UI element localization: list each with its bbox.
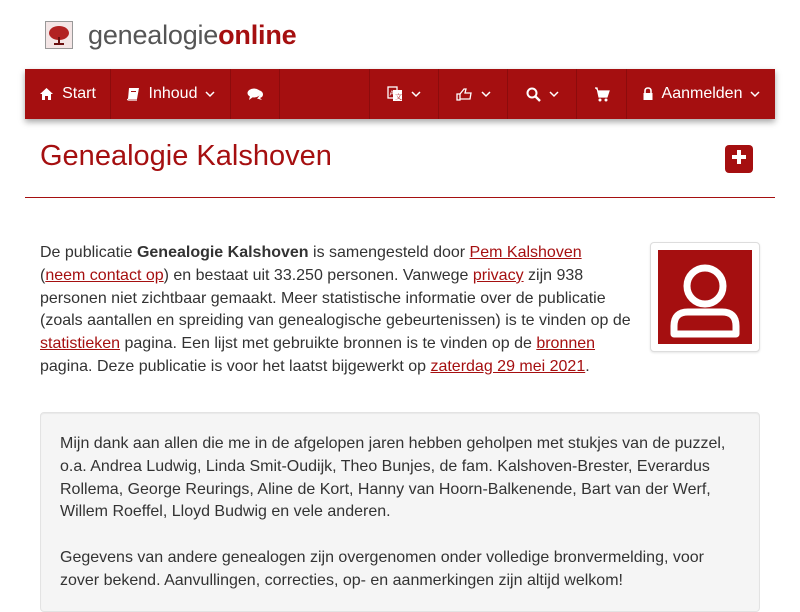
- avatar: [658, 250, 752, 344]
- comments-icon: [247, 87, 264, 101]
- intro-text: ) en bestaat uit 33.250 personen. Vanwege: [163, 266, 473, 284]
- chevron-down-icon: [750, 91, 760, 98]
- chevron-down-icon: [549, 91, 559, 98]
- publication-name: Genealogie Kalshoven: [136, 244, 309, 261]
- svg-text:文: 文: [395, 93, 402, 101]
- site-name: genealogieonline: [88, 19, 297, 50]
- nav-search[interactable]: [508, 69, 577, 119]
- nav-inhoud[interactable]: [111, 69, 231, 119]
- intro-text: zijn 938 personen niet zichtbaar gemaakt. Meer statistische informatie over de publicatie (zoals aantallen en spreiding van genealogische gebeurtenissen) is te vinden op de: [40, 266, 631, 330]
- nav-forum[interactable]: [231, 69, 280, 119]
- home-icon: [39, 87, 54, 101]
- search-icon: [526, 87, 541, 102]
- book-icon: [126, 87, 141, 101]
- chevron-down-icon: [481, 91, 491, 98]
- sources-link[interactable]: bronnen: [536, 335, 596, 353]
- nav-spacer: [280, 69, 370, 119]
- nav-login-label: Aanmelden: [661, 85, 743, 102]
- plus-icon: [730, 148, 748, 171]
- intro-text: is samengesteld door: [308, 244, 470, 261]
- nav-start-label: Start: [62, 85, 96, 102]
- contact-link[interactable]: neem contact op: [45, 266, 164, 284]
- author-avatar-card[interactable]: [650, 242, 760, 352]
- acknowledgements-paragraph: Mijn dank aan allen die me in de afgelopen jaren hebben geholpen met stukjes van de puzzel, o.a. Andrea Ludwig, Linda Smit-Oudijk, Theo Bunjes, de fam. Kalshoven-Brester, Everardus Rollema, George Reurings, Aline de Kort, Hanny van Hoorn-Balkenende, Bart van der Werf, Willem Roeffel, Lloyd Budwig en vele anderen.: [60, 435, 726, 521]
- intro-text: (: [40, 266, 46, 284]
- statistics-link[interactable]: statistieken: [40, 335, 121, 353]
- lock-icon: [642, 87, 654, 101]
- title-divider: [25, 197, 775, 198]
- svg-text:A: A: [389, 89, 395, 98]
- sources-note-paragraph: Gegevens van andere genealogen zijn overgenomen onder volledige bronvermelding, voor zover bekend. Aanvullingen, correcties, op- en aanmerkingen zijn altijd welkom!: [60, 548, 704, 589]
- intro-text: pagina. Een lijst met gebruikte bronnen is te vinden op de: [120, 335, 537, 353]
- nav-shop[interactable]: [577, 69, 627, 119]
- user-icon: [658, 331, 752, 348]
- page-title: Genealogie Kalshoven: [40, 140, 332, 172]
- translate-icon: [387, 86, 403, 102]
- intro-text: De publicatie: [40, 244, 137, 261]
- nav-share[interactable]: [439, 69, 508, 119]
- privacy-link[interactable]: privacy: [472, 266, 524, 284]
- nav-start[interactable]: [25, 69, 111, 119]
- nav-login[interactable]: [627, 69, 775, 119]
- expand-button[interactable]: [725, 145, 753, 173]
- tree-logo-icon: [45, 21, 73, 49]
- share-icon: [456, 87, 473, 101]
- cart-icon: [594, 87, 610, 102]
- author-link[interactable]: Pem Kalshoven: [469, 244, 582, 261]
- chevron-down-icon: [411, 91, 421, 98]
- acknowledgements-box: [40, 412, 760, 612]
- last-updated-link[interactable]: zaterdag 29 mei 2021: [430, 357, 586, 375]
- chevron-down-icon: [205, 91, 215, 98]
- nav-language[interactable]: [370, 69, 439, 119]
- site-brand[interactable]: [45, 18, 296, 52]
- main-navbar: [25, 69, 775, 119]
- intro-text: .: [585, 357, 590, 375]
- publication-intro: [40, 242, 638, 379]
- nav-inhoud-label: Inhoud: [148, 85, 198, 102]
- intro-text: pagina. Deze publicatie is voor het laatst bijgewerkt op: [40, 357, 431, 375]
